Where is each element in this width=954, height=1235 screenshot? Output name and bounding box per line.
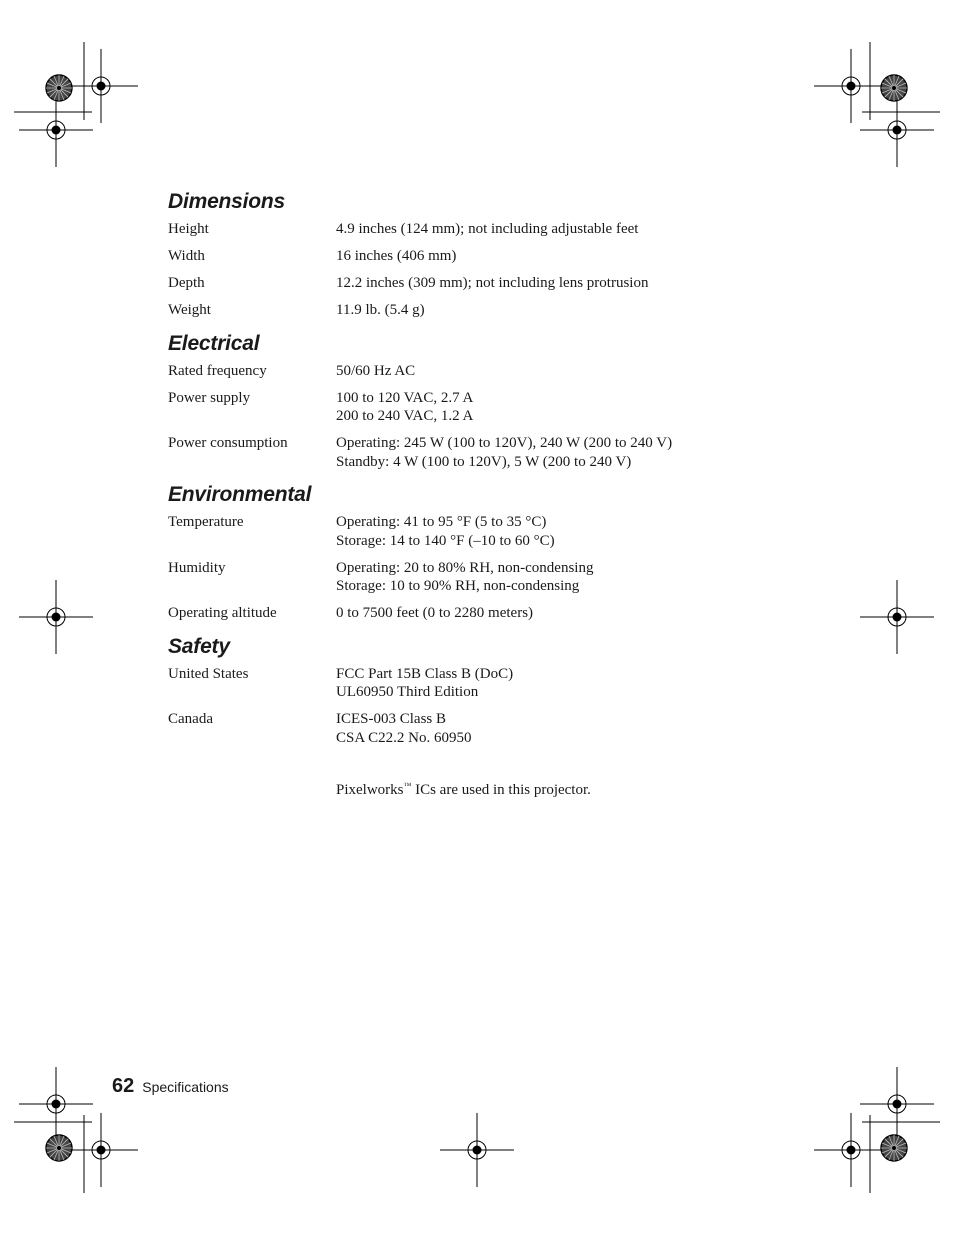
spec-value-line: Operating: 20 to 80% RH, non-condensing: [336, 559, 594, 576]
section-title: Environmental: [168, 483, 312, 506]
spec-value-line: ICES-003 Class B: [336, 711, 447, 727]
spec-value: [336, 604, 788, 623]
spec-label: Depth: [168, 275, 205, 291]
spec-label: Humidity: [168, 559, 226, 576]
spec-label: Canada: [168, 711, 213, 727]
electrical-section: [168, 330, 788, 472]
dimensions-section: [168, 188, 788, 320]
section-title: Electrical: [168, 331, 260, 355]
spec-value-line: 4.9 inches (124 mm); not including adjustable feet: [336, 221, 639, 237]
spec-row-weight: [168, 301, 788, 320]
spec-value: [336, 710, 788, 747]
spec-value-line: CSA C22.2 No. 60950: [336, 729, 472, 746]
section-title: Dimensions: [168, 190, 286, 213]
spec-value-line: 11.9 lb. (5.4 g): [336, 302, 425, 318]
spec-value-line: 200 to 240 VAC, 1.2 A: [336, 408, 474, 424]
note-brand: Pixelworks: [336, 782, 404, 798]
spec-value-line: Standby: 4 W (100 to 120V), 5 W (200 to 240 V): [336, 453, 632, 470]
spec-value: [336, 274, 788, 293]
note-text: ICs are used in this projector.: [411, 782, 591, 798]
spec-value: [336, 301, 788, 320]
spec-label: United States: [168, 665, 249, 682]
spec-value: [336, 362, 788, 381]
page-footer: [112, 1075, 229, 1098]
spec-row-height: [168, 220, 788, 239]
spec-row-width: [168, 247, 788, 266]
spec-value-line: FCC Part 15B Class B (DoC): [336, 665, 514, 682]
spec-row-rated-frequency: [168, 362, 788, 381]
spec-value: [336, 220, 788, 239]
spec-value-line: 50/60 Hz AC: [336, 362, 416, 379]
spec-value: [336, 389, 788, 426]
spec-row-united-states: [168, 665, 788, 702]
spec-row-power-supply: [168, 389, 788, 426]
spec-value: [336, 434, 788, 471]
spec-value-line: Operating: 245 W (100 to 120V), 240 W (200 to 240 V): [336, 435, 673, 451]
spec-value: [336, 513, 788, 550]
trademark-symbol: ™: [403, 781, 412, 790]
spec-row-operating-altitude: [168, 604, 788, 623]
spec-row-canada: [168, 710, 788, 747]
spec-label: Weight: [168, 302, 211, 318]
spec-value-line: UL60950 Third Edition: [336, 684, 479, 700]
spec-value-line: Operating: 41 to 95 °F (5 to 35 °C): [336, 514, 547, 530]
specifications-content: [168, 188, 788, 814]
spec-label: Rated frequency: [168, 362, 267, 379]
spec-row-humidity: [168, 559, 788, 596]
spec-row-depth: [168, 274, 788, 293]
spec-row-power-consumption: [168, 434, 788, 471]
page-number: 62: [112, 1075, 135, 1097]
section-title: Safety: [168, 634, 230, 658]
spec-value-line: 100 to 120 VAC, 2.7 A: [336, 389, 474, 406]
spec-value: [336, 559, 788, 596]
spec-value: [336, 247, 788, 266]
spec-label: Height: [168, 221, 209, 237]
spec-value-line: 12.2 inches (309 mm); not including lens protrusion: [336, 275, 649, 291]
spec-row-temperature: [168, 513, 788, 550]
spec-label: Power consumption: [168, 435, 288, 451]
safety-section: [168, 633, 788, 748]
pixelworks-note: [336, 777, 788, 799]
spec-value-line: Storage: 14 to 140 °F (–10 to 60 °C): [336, 532, 555, 549]
environmental-section: [168, 481, 788, 623]
spec-value-line: 0 to 7500 feet (0 to 2280 meters): [336, 605, 534, 621]
footer-section-label: Specifications: [142, 1079, 229, 1095]
spec-label: Temperature: [168, 514, 244, 530]
spec-value: [336, 665, 788, 702]
spec-value-line: Storage: 10 to 90% RH, non-condensing: [336, 578, 580, 594]
spec-label: Power supply: [168, 389, 251, 406]
spec-label: Width: [168, 248, 205, 264]
spec-value-line: 16 inches (406 mm): [336, 248, 457, 264]
spec-label: Operating altitude: [168, 605, 277, 621]
